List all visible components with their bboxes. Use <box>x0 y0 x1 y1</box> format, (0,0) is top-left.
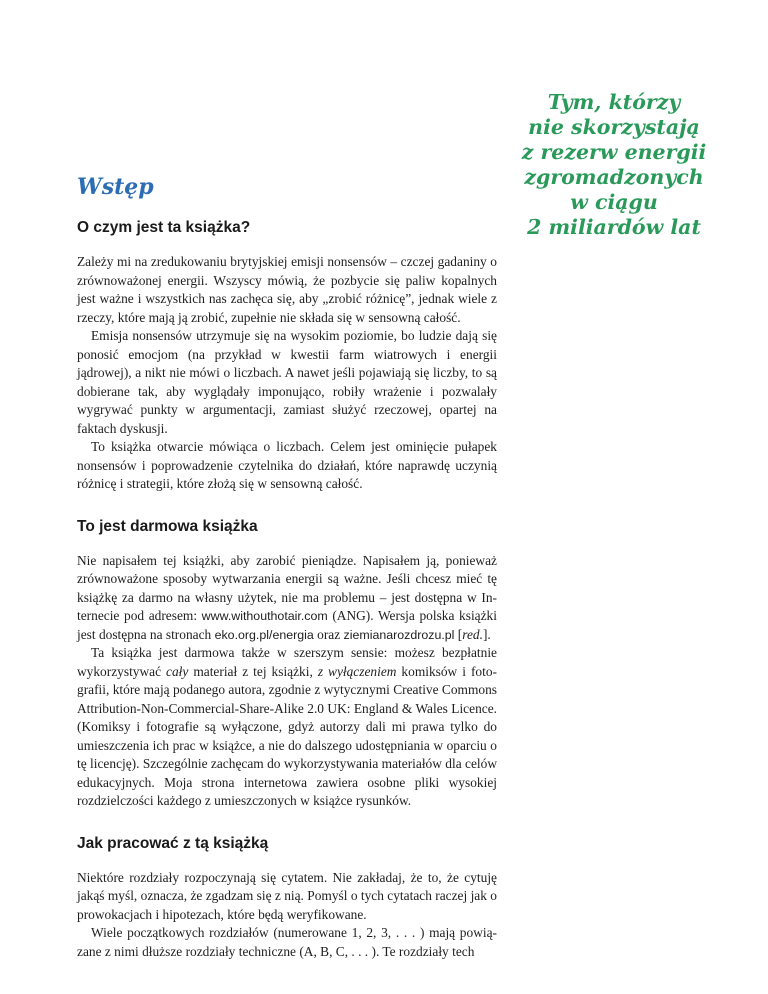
paragraph: To książka otwarcie mówiąca o liczbach. Celem jest ominięcie pułapek nonsensów i poprowadzenie czytelnika do działań, które naprawdę uczynią różnicę i strategii, które złożą się w sensowną całość. <box>77 439 497 491</box>
text-run: Nie napisałem tej książki, aby zarobić pieniądze. Napisałem ją, ponieważ zrównoważone sposoby wytwarzania energii są ważne. Jeśli chcesz mieć tę książkę za darmo na własny użytek, nie ma problemu – jest dostępna w Internecie pod adresem: <box>77 552 497 623</box>
editor-note: red. <box>462 626 483 642</box>
main-text-column <box>77 172 497 961</box>
section-heading: O czym jest ta książka? <box>77 219 251 236</box>
chapter-title: Wstęp <box>77 174 154 200</box>
text-run: oraz <box>313 626 344 642</box>
margin-epigraph <box>494 90 734 240</box>
text-run: komiksów i fotografii, które mają podanego autora, zgodnie z wytycznymi Creative Commons Attribution-Non-Commercial-Share-Alike 2.0 UK: England & Wales Licence. (Komiksy i fotografie są wyłączone, gdyż autorzy dali mi prawa tylko do umieszczenia ich prac w książce, a nie do dalszego udostępniania w oparciu o tę licencję). Szczególnie zachęcam do wykorzystywania materiałów dla celów edukacyjnych. Moja strona internetowa zawiera osobne pliki wysokiej rozdzielczości każdego z umieszczonych w książce rysunków. <box>77 663 497 808</box>
url-link[interactable]: ziemianarozdrozu.pl <box>343 627 455 642</box>
paragraph: Wiele początkowych rozdziałów (numerowane 1, 2, 3, . . . ) mają powiązane z nimi dłuższe rozdziały techniczne (A, B, C, . . . ). Te rozdziały tech <box>77 925 497 959</box>
text-run: ]. <box>482 626 491 642</box>
section-heading: Jak pracować z tą książką <box>77 834 269 852</box>
text-run: materiał z tej książki, <box>188 663 318 679</box>
emphasis: z wyłączeniem <box>317 663 397 679</box>
section-free-book <box>77 517 497 811</box>
url-link[interactable]: www.withouthotair.com <box>201 609 328 623</box>
section-how-to-use <box>77 834 497 962</box>
paragraph: Niektóre rozdziały rozpoczynają się cytatem. Nie zakładaj, że to, że cytuję jakąś myśl, oznacza, że zgadzam się z nią. Pomyśl o tych cytatach raczej jak o prowokacjach i hipotezach, które będą weryfikowane. <box>77 869 497 922</box>
section-heading: To jest darmowa książka <box>77 517 258 535</box>
epigraph-line: Tym, którzy <box>547 90 681 114</box>
epigraph-line: nie skorzystają <box>528 115 700 139</box>
text-run: (ANG). Wersja polska książki jest dostępna na stronach <box>77 608 497 642</box>
epigraph-line: zgromadzonych <box>524 165 704 189</box>
epigraph-line: w ciągu <box>570 190 658 214</box>
section-what-is-book <box>77 218 497 494</box>
paragraph: Emisja nonsensów utrzymuje się na wysokim poziomie, bo ludzie dają się ponosić emocjom (na przykład w kwestii farm wiatrowych i energii jądrowej), a nikt nie mówi o liczbach. A nawet jeśli pojawiają się liczby, to są dobierane tak, aby wyglądały imponująco, robiły wrażenie i pozwalały wygrywać punkty w argumentacji, zamiast służyć rzeczowej, opartej na faktach dyskusji. <box>77 328 497 436</box>
paragraph <box>77 552 497 645</box>
text-run: Ta książka jest darmowa także w szerszym sensie: możesz bezpłatnie wykorzystywać <box>77 645 497 679</box>
paragraph: Zależy mi na zredukowaniu brytyjskiej emisji nonsensów – czczej gadaniny o zrównoważonej energii. Wszyscy mówią, że pozbycie się paliw kopalnych jest ważne i wszystkich nas zachęca się, aby „zrobić różnicę”, jednak wiele z rzeczy, które mają ją zrobić, zupełnie nie składa się w sensowną całość. <box>77 254 497 325</box>
text-run: [ <box>454 626 463 642</box>
url-link[interactable]: eko.org.pl/energia <box>214 627 314 642</box>
epigraph-line: z rezerw energii <box>521 140 707 164</box>
epigraph-line: 2 miliardów lat <box>527 215 701 239</box>
emphasis: cały <box>166 663 189 679</box>
paragraph <box>77 644 497 811</box>
